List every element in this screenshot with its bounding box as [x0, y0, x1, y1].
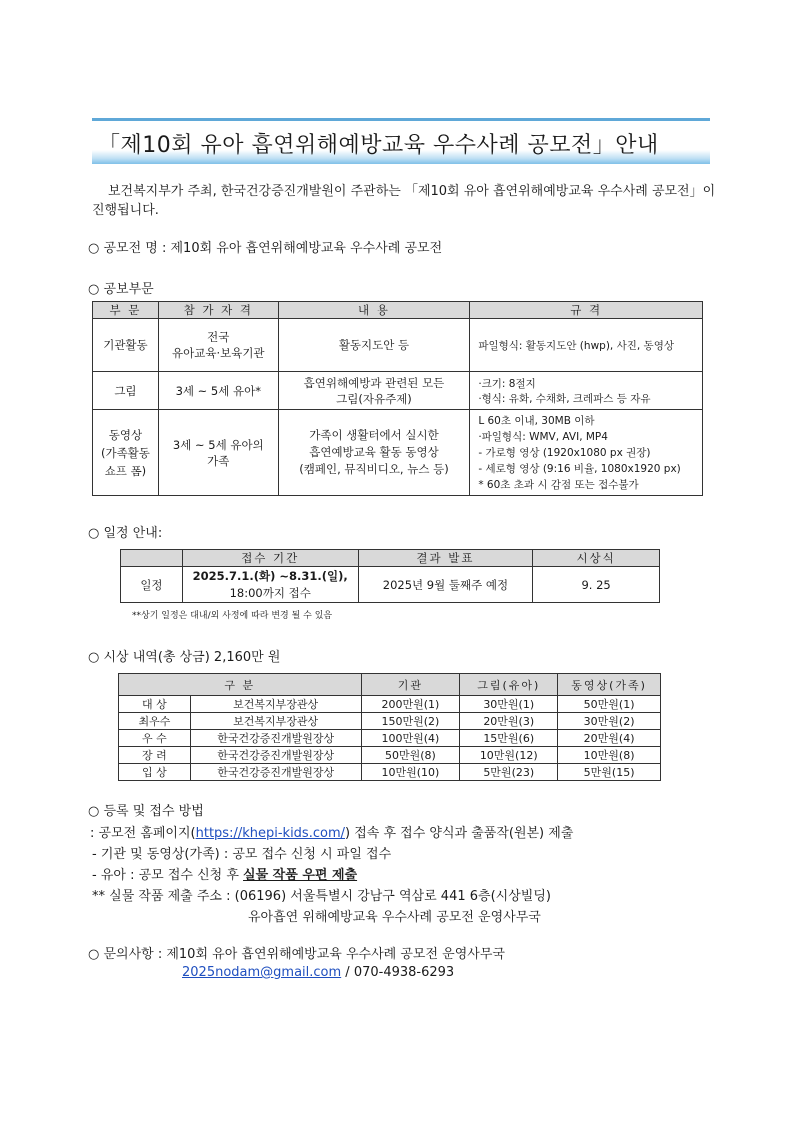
- table-row: [121, 567, 660, 603]
- spec-cell: [470, 319, 703, 372]
- text: ) 접속 후 접수 양식과 출품작(원본) 제출: [345, 826, 574, 841]
- table-row: [93, 372, 703, 410]
- operations-office: 유아흡연 위해예방교육 우수사례 공모전 운영사무국: [248, 910, 541, 925]
- schedule-note: **상기 일정은 대내/외 사정에 따라 변경 될 수 있음: [132, 611, 333, 621]
- spec-cell: [470, 410, 703, 496]
- table-header: 구 분: [119, 674, 362, 696]
- award-cell: 5만원(15): [558, 764, 661, 781]
- cell-line: 가족: [207, 453, 230, 468]
- award-prize: 보건복지부장관상: [190, 713, 361, 730]
- award-rank: 장 려: [119, 747, 191, 764]
- contact-line: ○ 문의사항 : 제10회 유아 흡연위해예방교육 우수사례 공모전 운영사무국: [88, 947, 505, 962]
- table-row: [119, 696, 661, 713]
- table-header: 부 문: [93, 302, 159, 319]
- schedule-table: [120, 549, 660, 603]
- cell-line: L 60초 이내, 30MB 이하: [478, 414, 595, 427]
- table-row: [119, 730, 661, 747]
- period-cell: [182, 567, 358, 603]
- award-cell: 10만원(12): [460, 747, 558, 764]
- cell-line: 유아교육·보육기관: [172, 346, 265, 360]
- cell-line: 2025.7.1.(화) ~8.31.(일),: [192, 568, 348, 583]
- award-cell: 30만원(2): [558, 713, 661, 730]
- table-header: 결과 발표: [358, 550, 533, 567]
- cell-line: (캠페인, 뮤직비디오, 뉴스 등): [299, 462, 449, 476]
- category-heading: ○ 공보부문: [88, 282, 154, 297]
- eligibility-cell: [158, 372, 278, 410]
- row-label: 일정: [121, 567, 183, 603]
- cell-line: 전국: [207, 330, 230, 344]
- table-header: 그림(유아): [460, 674, 558, 696]
- intro-line-2: 진행됩니다.: [92, 203, 159, 218]
- table-header: 시상식: [533, 550, 660, 567]
- table-header: 접수 기간: [182, 550, 358, 567]
- eligibility-cell: [158, 410, 278, 496]
- cell-line: 가족이 생활터에서 실시한: [309, 428, 439, 442]
- cell-line: 흡연예방교육 활동 동영상: [309, 445, 439, 459]
- table-header: 규 격: [470, 302, 703, 319]
- contact-details: [182, 965, 454, 980]
- content-cell: [278, 372, 470, 410]
- cell-line: 그림(자유주제): [336, 391, 412, 406]
- registration-line-2: - 기관 및 동영상(가족) : 공모 접수 신청 시 파일 접수: [92, 847, 392, 862]
- awards-table: [118, 673, 661, 781]
- award-cell: 50만원(8): [361, 747, 460, 764]
- intro-line-1: 보건복지부가 주최, 한국건강증진개발원이 주관하는 「제10회 유아 흡연위해예방교육 우수사례 공모전」이: [108, 184, 716, 199]
- award-prize: 보건복지부장관상: [190, 696, 361, 713]
- table-row: [93, 319, 703, 372]
- cell-line: 흡연위해예방과 관련된 모든: [303, 375, 445, 390]
- award-cell: 200만원(1): [361, 696, 460, 713]
- award-rank: 대 상: [119, 696, 191, 713]
- award-cell: 150만원(2): [361, 713, 460, 730]
- award-cell: 10만원(8): [558, 747, 661, 764]
- award-rank: 우 수: [119, 730, 191, 747]
- phone-text: / 070-4938-6293: [341, 965, 455, 980]
- cell-line: - 가로형 영상 (1920x1080 px 권장): [478, 446, 651, 459]
- schedule-heading: ○ 일정 안내:: [88, 526, 163, 541]
- registration-line-3: [92, 864, 357, 883]
- page-title: 「제10회 유아 흡연위해예방교육 우수사례 공모전」안내: [98, 133, 659, 158]
- award-prize: 한국건강증진개발원장상: [190, 747, 361, 764]
- content-cell: [278, 319, 470, 372]
- table-header: 동영상(가족): [558, 674, 661, 696]
- eligibility-cell: [158, 319, 278, 372]
- award-rank: 최우수: [119, 713, 191, 730]
- text: : 공모전 홈페이지(: [90, 826, 196, 841]
- table-row: [119, 764, 661, 781]
- result-cell: 2025년 9월 둘째주 예정: [358, 567, 533, 603]
- text: - 유아 : 공모 접수 신청 후: [92, 868, 244, 883]
- table-header: 참 가 자 격: [158, 302, 278, 319]
- division-cell: 기관활동: [93, 319, 159, 372]
- table-header: 내 용: [278, 302, 470, 319]
- cell-line: 3세 ~ 5세 유아의: [172, 437, 264, 452]
- registration-heading: ○ 등록 및 접수 방법: [88, 804, 204, 819]
- table-row: [93, 410, 703, 496]
- cell-line: - 세로형 영상 (9:16 비율, 1080x1920 px): [478, 462, 681, 475]
- email-link[interactable]: 2025nodam@gmail.com: [182, 965, 342, 980]
- cell-line: * 60초 초과 시 감점 또는 접수불가: [478, 478, 639, 491]
- submission-address: ** 실물 작품 제출 주소 : (06196) 서울특별시 강남구 역삼로 441 6층(시상빌딩): [92, 889, 551, 904]
- spec-cell: [470, 372, 703, 410]
- table-header: 기관: [361, 674, 460, 696]
- award-cell: 30만원(1): [460, 696, 558, 713]
- award-cell: 15만원(6): [460, 730, 558, 747]
- award-cell: 50만원(1): [558, 696, 661, 713]
- award-cell: 100만원(4): [361, 730, 460, 747]
- registration-line-1: [90, 822, 573, 841]
- cell-line: 활동지도안 등: [338, 338, 410, 352]
- contest-name: ○ 공모전 명 : 제10회 유아 흡연위해예방교육 우수사례 공모전: [88, 241, 443, 256]
- award-rank: 입 상: [119, 764, 191, 781]
- table-row: [119, 713, 661, 730]
- title-banner: [92, 118, 710, 168]
- award-cell: 20만원(4): [558, 730, 661, 747]
- content-cell: [278, 410, 470, 496]
- ceremony-cell: 9. 25: [533, 567, 660, 603]
- table-header-blank: [121, 550, 183, 567]
- division-cell: 동영상 (가족활동 쇼프 폼): [93, 410, 159, 496]
- cell-line: 파일형식: 활동지도안 (hwp), 사진, 동영상: [478, 339, 674, 352]
- award-prize: 한국건강증진개발원장상: [190, 764, 361, 781]
- division-cell: 그림: [93, 372, 159, 410]
- award-cell: 10만원(10): [361, 764, 460, 781]
- cell-line: ·크기: 8절지: [478, 377, 536, 390]
- table-row: [119, 747, 661, 764]
- homepage-link[interactable]: https://khepi-kids.com/: [195, 826, 345, 841]
- emphasis-text: 실물 작품 우편 제출: [243, 868, 358, 883]
- cell-line: ·파일형식: WMV, AVI, MP4: [478, 430, 608, 443]
- award-cell: 5만원(23): [460, 764, 558, 781]
- award-cell: 20만원(3): [460, 713, 558, 730]
- award-prize: 한국건강증진개발원장상: [190, 730, 361, 747]
- cell-line: ·형식: 유화, 수채화, 크레파스 등 자유: [478, 392, 651, 405]
- categories-table: [92, 301, 703, 496]
- cell-line: 3세 ~ 5세 유아*: [175, 383, 261, 398]
- award-heading: ○ 시상 내역(총 상금) 2,160만 원: [88, 650, 281, 665]
- cell-line: 18:00까지 접수: [229, 585, 311, 600]
